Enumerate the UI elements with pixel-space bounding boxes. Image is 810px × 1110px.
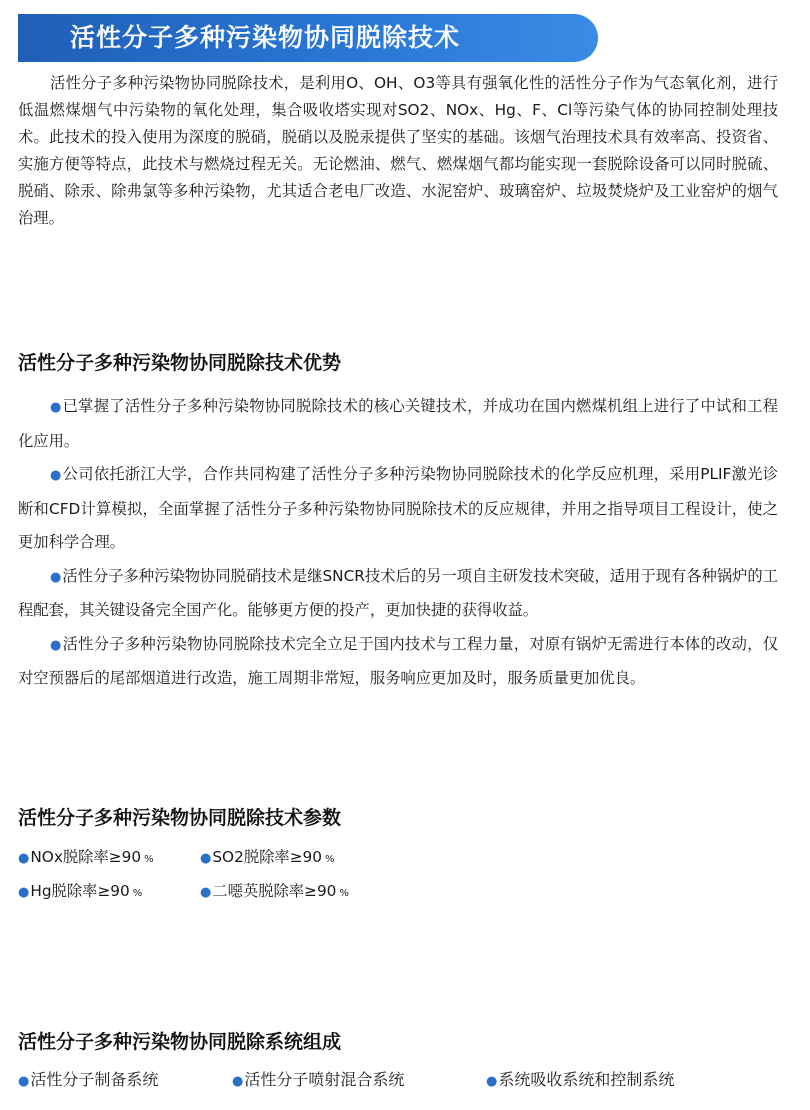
percent-unit: % (132, 888, 143, 899)
advantage-text: 活性分子多种污染物协同脱除技术完全立足于国内技术与工程力量，对原有锅炉无需进行本体的改动，仅对空预器后的尾部烟道进行改造，施工周期非常短，服务响应更加及时，服务质量更加优良。 (18, 634, 778, 687)
parameter-item (200, 846, 335, 871)
advantage-item (18, 458, 778, 560)
system-heading: 活性分子多种污染物协同脱除系统组成 (18, 1031, 342, 1053)
advantage-text: 已掌握了活性分子多种污染物协同脱除技术的核心关键技术，并成功在国内燃煤机组上进行了中试和工程化应用。 (18, 397, 778, 450)
parameters-row (18, 880, 718, 902)
advantages-heading: 活性分子多种污染物协同脱除技术优势 (18, 352, 342, 374)
advantage-item (18, 560, 778, 628)
intro-paragraph: 活性分子多种污染物协同脱除技术，是利用O、OH、O3等具有强氧化性的活性分子作为气态氧化剂，进行低温燃煤烟气中污染物的氧化处理，集合吸收塔实现对SO2、NOx、Hg、F、Cl等污染气体的协同控制处理技术。此技术的投入使用为深度的脱硝，脱硝以及脱汞提供了坚实的基础。该烟气治理技术具有效率高、投资省、实施方便等特点，此技术与燃烧过程无关。无论燃油、燃气、燃煤烟气都均能实现一套脱除设备可以同时脱硫、脱硝、除汞、除弗氯等多种污染物，尤其适合老电厂改造、水泥窑炉、玻璃窑炉、垃圾焚烧炉及工业窑炉的烟气治理。 (18, 74, 778, 227)
system-item (18, 1067, 158, 1095)
parameters-row (18, 846, 718, 868)
parameter-item (18, 880, 142, 905)
bullet-icon: ● (486, 1074, 498, 1089)
percent-unit: % (325, 854, 335, 865)
title-banner (18, 14, 598, 62)
bullet-icon: ● (18, 885, 30, 900)
percent-unit: % (339, 888, 349, 899)
advantage-item (18, 628, 778, 696)
system-item-label: 活性分子制备系统 (30, 1070, 159, 1089)
system-item-label: 系统吸收系统和控制系统 (498, 1070, 675, 1089)
bullet-icon: ● (50, 468, 62, 483)
system-item-label: 活性分子喷射混合系统 (244, 1070, 405, 1089)
bullet-icon: ● (200, 885, 212, 900)
parameter-label: Hg脱除率≥90 (30, 882, 130, 900)
page-title: 活性分子多种污染物协同脱除技术 (70, 23, 461, 52)
parameter-item (200, 880, 349, 905)
parameter-label: 二噁英脱除率≥90 (212, 882, 337, 900)
parameters-heading: 活性分子多种污染物协同脱除技术参数 (18, 807, 342, 829)
advantage-item (18, 390, 778, 458)
bullet-icon: ● (50, 637, 62, 653)
system-item (486, 1067, 674, 1095)
bullet-icon: ● (50, 569, 62, 585)
advantage-text: 活性分子多种污染物协同脱硝技术是继SNCR技术后的另一项自主研发技术突破，适用于现有各种锅炉的工程配套，其关键设备完全国产化。能够更方便的投产，更加快捷的获得收益。 (18, 566, 779, 619)
bullet-icon: ● (18, 1074, 30, 1089)
bullet-icon: ● (18, 851, 30, 866)
bullet-icon: ● (200, 851, 212, 866)
system-components (18, 1067, 778, 1093)
system-item (232, 1067, 404, 1095)
bullet-icon: ● (50, 400, 62, 415)
advantage-text: 公司依托浙江大学，合作共同构建了活性分子多种污染物协同脱除技术的化学反应机理，采用PLIF激光诊断和CFD计算模拟，全面掌握了活性分子多种污染物协同脱除技术的反应规律，并用之指导项目工程设计，使之更加科学合理。 (18, 465, 779, 551)
percent-unit: % (144, 854, 154, 865)
advantages-list (18, 390, 778, 696)
parameter-label: SO2脱除率≥90 (212, 848, 322, 866)
parameter-label: NOx脱除率≥90 (30, 848, 142, 866)
parameter-item (18, 846, 154, 871)
bullet-icon: ● (232, 1074, 244, 1089)
